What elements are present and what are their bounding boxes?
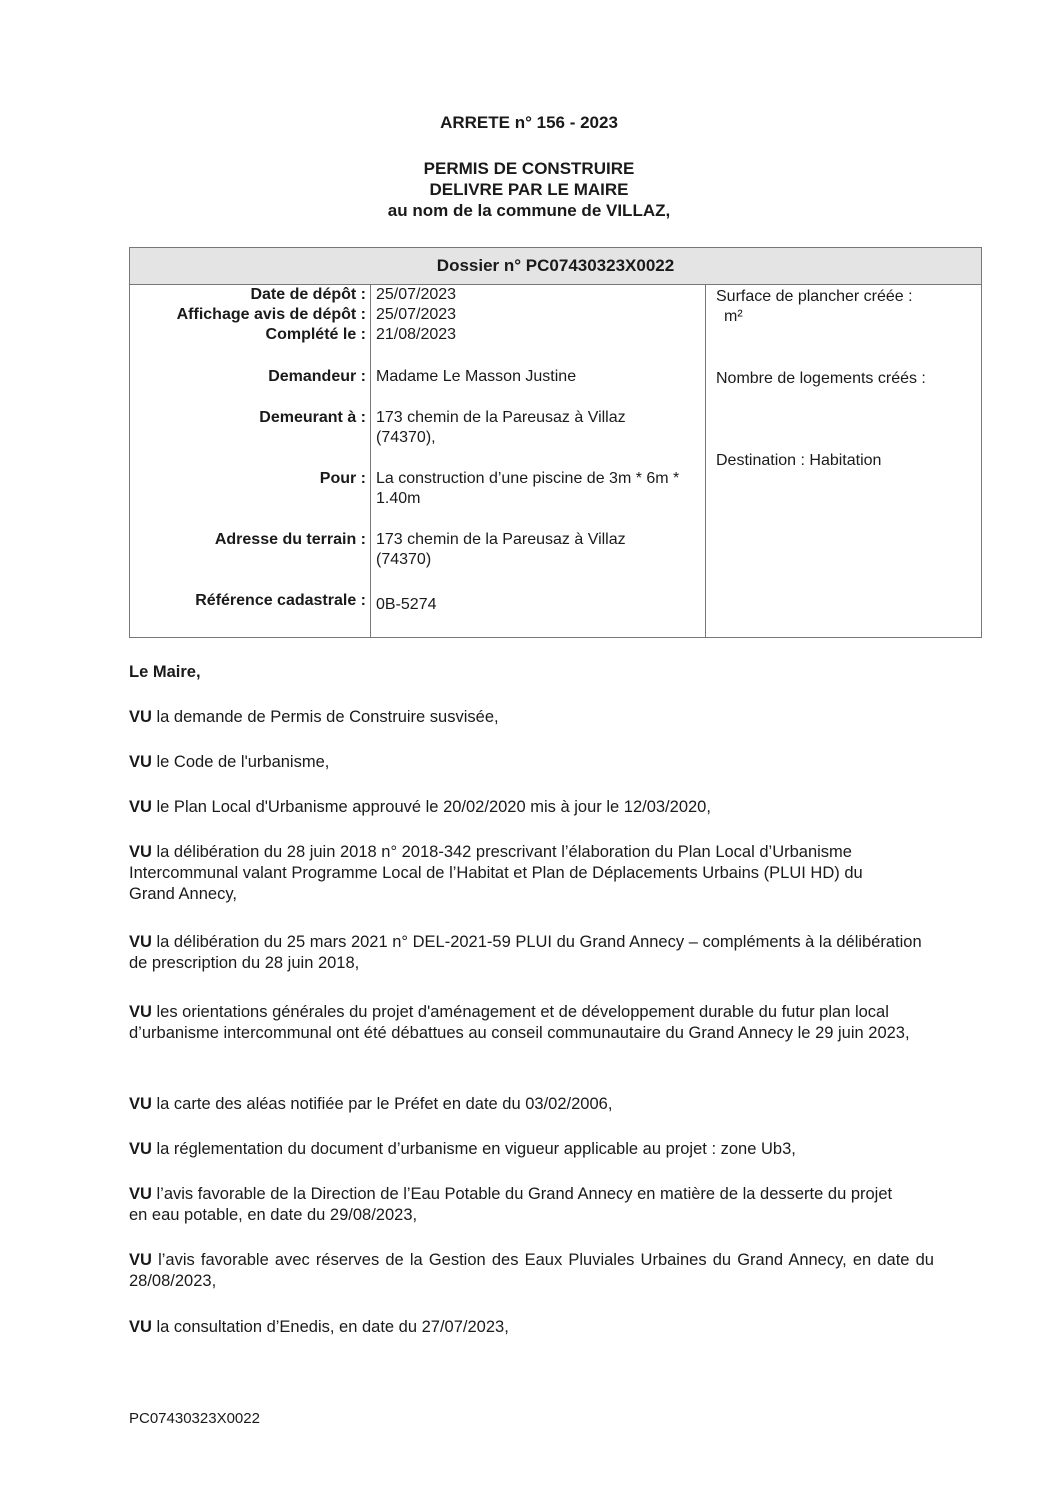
footer-reference: PC07430323X0022 [129, 1410, 260, 1427]
value-complete: 21/08/2023 [376, 326, 457, 343]
vu-paragraph [129, 1094, 934, 1115]
column-divider-left [370, 285, 371, 637]
vu-text: l’avis favorable de la Direction de l’Eau Potable du Grand Annecy en matière de la desserte du projet en eau potable, en date du 29/08/2023, [129, 1185, 893, 1224]
vu-label: VU [129, 708, 152, 726]
vu-paragraph [129, 707, 934, 728]
label-demandeur: Demandeur : [268, 368, 366, 385]
vu-text: le Plan Local d'Urbanisme approuvé le 20/02/2020 mis à jour le 12/03/2020, [151, 798, 711, 816]
vu-paragraph [129, 1317, 934, 1338]
vu-text: la réglementation du document d’urbanisme en vigueur applicable au projet : zone Ub3, [151, 1140, 796, 1158]
vu-text: les orientations générales du projet d'aménagement et de développement durable du futur plan local d’urbanisme intercommunal ont été débattues au conseil communautaire du Grand Annecy le 29 juin 2023, [129, 1003, 910, 1042]
label-affichage: Affichage avis de dépôt : [176, 306, 366, 323]
vu-text: la consultation d’Enedis, en date du 27/07/2023, [151, 1318, 509, 1336]
le-maire: Le Maire, [129, 663, 201, 681]
vu-text: le Code de l'urbanisme, [151, 753, 330, 771]
vu-paragraph [129, 842, 899, 905]
value-affichage: 25/07/2023 [376, 306, 457, 323]
column-divider-right [705, 285, 706, 637]
header-line-2: DELIVRE PAR LE MAIRE [429, 180, 629, 199]
vu-paragraph [129, 932, 929, 974]
vu-label: VU [129, 843, 152, 861]
vu-label: VU [129, 1251, 152, 1269]
dossier-box [129, 247, 982, 638]
vu-label: VU [129, 1185, 152, 1203]
vu-label: VU [129, 1003, 152, 1021]
logements-label: Nombre de logements créés : [716, 370, 926, 387]
vu-label: VU [129, 1318, 152, 1336]
vu-text: la demande de Permis de Construire susvisée, [151, 708, 499, 726]
label-reference: Référence cadastrale : [195, 592, 366, 609]
vu-text: la carte des aléas notifiée par le Préfet en date du 03/02/2006, [151, 1095, 613, 1113]
vu-paragraph [129, 797, 934, 818]
destination-label: Destination : Habitation [716, 452, 882, 469]
vu-label: VU [129, 933, 152, 951]
header-line-1: PERMIS DE CONSTRUIRE [423, 159, 635, 178]
surface-label: Surface de plancher créée : [716, 288, 913, 305]
value-adresse-terrain: 173 chemin de la Pareusaz à Villaz (74370) [376, 531, 626, 568]
value-demandeur: Madame Le Masson Justine [376, 368, 577, 385]
header-block [0, 158, 1058, 221]
vu-paragraph [129, 752, 934, 773]
label-demeurant: Demeurant à : [259, 409, 366, 426]
label-date-depot: Date de dépôt : [250, 286, 366, 303]
vu-label: VU [129, 753, 152, 771]
vu-paragraph [129, 1250, 934, 1292]
vu-text: la délibération du 28 juin 2018 n° 2018-342 prescrivant l’élaboration du Plan Local d’Urbanisme Intercommunal valant Programme Local de l’Habitat et Plan de Déplacements Urbains (PLUI HD) du Grand Annecy, [129, 843, 863, 903]
header-line-3: au nom de la commune de VILLAZ, [387, 201, 671, 220]
label-complete: Complété le : [265, 326, 366, 343]
value-demeurant: 173 chemin de la Pareusaz à Villaz (74370), [376, 409, 626, 446]
vu-label: VU [129, 1140, 152, 1158]
vu-label: VU [129, 1095, 152, 1113]
surface-unit: m² [724, 308, 743, 325]
header-arrete: ARRETE n° 156 - 2023 [440, 113, 618, 132]
dossier-title: Dossier n° PC07430323X0022 [130, 248, 981, 285]
label-pour: Pour : [319, 470, 366, 487]
vu-label: VU [129, 798, 152, 816]
value-pour: La construction d’une piscine de 3m * 6m * 1.40m [376, 470, 680, 507]
vu-paragraph [129, 1002, 919, 1044]
vu-paragraph [129, 1139, 934, 1160]
vu-text: l’avis favorable avec réserves de la Gestion des Eaux Pluviales Urbaines du Grand Annecy, en date du 28/08/2023, [129, 1251, 934, 1290]
vu-text: la délibération du 25 mars 2021 n° DEL-2021-59 PLUI du Grand Annecy – compléments à la délibération de prescription du 28 juin 2018, [129, 933, 922, 972]
vu-paragraph [129, 1184, 909, 1226]
value-reference: 0B-5274 [376, 596, 437, 613]
value-date-depot: 25/07/2023 [376, 286, 457, 303]
label-adresse-terrain: Adresse du terrain : [214, 531, 366, 548]
